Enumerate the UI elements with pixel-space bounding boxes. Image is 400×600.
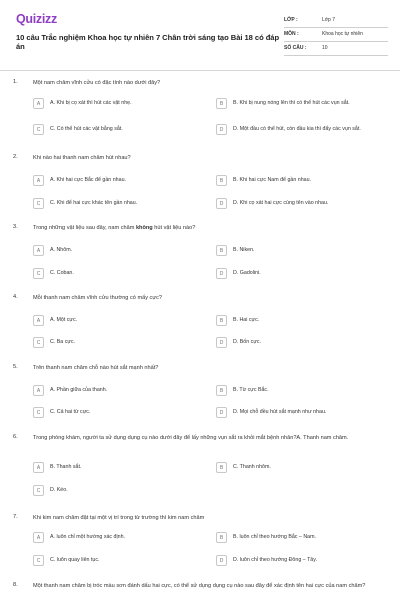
option-a[interactable] <box>33 314 203 328</box>
question-emphasis: không <box>135 225 153 231</box>
option-letter: A <box>33 315 44 326</box>
option-b[interactable] <box>216 244 386 258</box>
option-letter: D <box>216 337 227 348</box>
option-text: B. Hai cực. <box>233 317 260 323</box>
question-text: Khi kim nam châm đặt tại một vị trí trong từ trường thì kim nam châm <box>33 515 205 521</box>
option-letter: A <box>33 532 44 543</box>
option-text: B. Khi hai cực Nam để gần nhau. <box>233 177 312 183</box>
option-a[interactable] <box>33 461 203 475</box>
option-c[interactable] <box>33 406 203 420</box>
meta-row-class <box>284 14 388 28</box>
option-text: A. Phần giữa của thanh. <box>50 387 108 393</box>
question-text-before: Trong những vật liệu sau đây, nam châm <box>33 225 136 231</box>
option-b[interactable] <box>216 174 386 188</box>
meta-value: 10 <box>322 45 328 51</box>
option-letter: A <box>33 462 44 473</box>
option-letter: D <box>216 268 227 279</box>
option-letter: A <box>33 385 44 396</box>
question-text: Mỗi thanh nam châm vĩnh cửu thường có mấy cực? <box>33 295 163 301</box>
option-a[interactable] <box>33 531 203 545</box>
option-text: A. Nhôm. <box>50 247 73 253</box>
option-d[interactable] <box>216 197 386 211</box>
option-letter: A <box>33 98 44 109</box>
option-text: A. Một cực. <box>50 317 78 323</box>
header-divider <box>0 70 400 71</box>
option-text: B. Từ cực Bắc. <box>233 387 269 393</box>
option-d[interactable] <box>216 406 386 420</box>
option-letter: A <box>33 175 44 186</box>
meta-row-subject <box>284 28 388 42</box>
option-letter: B <box>216 385 227 396</box>
option-b[interactable] <box>216 384 386 398</box>
option-a[interactable] <box>33 97 203 111</box>
question-number: 3. <box>13 224 18 230</box>
option-letter: D <box>216 198 227 209</box>
option-letter: C <box>33 124 44 135</box>
option-letter: B <box>216 175 227 186</box>
option-text: C. Cả hai từ cực. <box>50 409 91 415</box>
option-letter: C <box>33 198 44 209</box>
option-a[interactable] <box>33 384 203 398</box>
option-text: C. Thanh nhôm. <box>233 464 271 470</box>
document-title: 10 câu Trắc nghiệm Khoa học tự nhiên 7 Chân trời sáng tạo Bài 18 có đáp án <box>16 33 280 52</box>
option-letter: D <box>216 407 227 418</box>
option-letter: C <box>33 268 44 279</box>
option-text: C. Ba cực. <box>50 339 76 345</box>
meta-row-count <box>284 42 388 56</box>
option-letter: B <box>216 98 227 109</box>
option-letter: B <box>216 245 227 256</box>
option-text: A. luôn chỉ một hướng xác định. <box>50 534 126 540</box>
option-d[interactable] <box>216 554 386 568</box>
option-text: D. Bốn cực. <box>233 339 261 345</box>
meta-value: Lớp 7 <box>322 17 336 23</box>
option-letter: C <box>33 485 44 496</box>
option-letter: B <box>216 532 227 543</box>
option-text: B. Khi bị nung nóng lên thì có thể hút các vụn sắt. <box>233 100 350 106</box>
question-text: Khi nào hai thanh nam châm hút nhau? <box>33 155 131 161</box>
option-b[interactable] <box>216 314 386 328</box>
option-b[interactable] <box>216 531 386 545</box>
option-c[interactable] <box>33 554 203 568</box>
option-letter: C <box>33 337 44 348</box>
question-text: Trên thanh nam châm chỗ nào hút sắt mạnh nhất? <box>33 365 159 371</box>
option-letter: B <box>216 315 227 326</box>
question-number: 5. <box>13 364 18 370</box>
question-number: 7. <box>13 514 18 520</box>
option-text: A. Khi bị cọ xát thì hút các vật nhẹ. <box>50 100 132 106</box>
question-text <box>33 224 388 233</box>
option-text: D. Khi cọ xát hai cực cùng tên vào nhau. <box>233 200 329 206</box>
option-text: C. Khi để hai cực khác tên gần nhau. <box>50 200 138 206</box>
question-number: 1. <box>13 79 18 85</box>
question-number: 2. <box>13 154 18 160</box>
svg-text:Quizizz: Quizizz <box>16 12 57 26</box>
meta-table <box>284 14 388 56</box>
option-text: C. Có thể hút các vật bằng sắt. <box>50 126 123 132</box>
option-text: D. Mọi chỗ đều hút sắt mạnh như nhau. <box>233 409 327 415</box>
option-a[interactable] <box>33 244 203 258</box>
option-letter: D <box>216 555 227 566</box>
option-text: D. Kéo. <box>50 487 68 493</box>
meta-label: LỚP : <box>284 17 298 23</box>
option-c[interactable] <box>33 267 203 281</box>
option-text: C. Coban. <box>50 270 74 276</box>
option-c[interactable] <box>33 336 203 350</box>
option-letter: B <box>216 462 227 473</box>
option-text: B. Niken. <box>233 247 255 253</box>
option-d[interactable] <box>216 336 386 350</box>
option-b[interactable] <box>216 97 386 111</box>
option-letter: A <box>33 245 44 256</box>
option-text: B. luôn chỉ theo hướng Bắc – Nam. <box>233 534 316 540</box>
option-a[interactable] <box>33 174 203 188</box>
option-letter: C <box>33 407 44 418</box>
meta-label: SỐ CÂU : <box>284 45 307 51</box>
option-c[interactable] <box>33 484 203 498</box>
question-text: Một thanh nam châm bị tróc màu sơn đánh dấu hai cực, có thể sử dụng dụng cụ nào sau đây để xác định tên hai cực của nam châm? <box>33 583 366 589</box>
question-number: 6. <box>13 434 18 440</box>
worksheet-header <box>0 0 400 66</box>
question-number: 8. <box>13 582 18 588</box>
question-text-after: hút vật liệu nào? <box>152 225 196 231</box>
option-c[interactable] <box>33 123 203 137</box>
option-text: D. Một đầu có thể hút, còn đầu kia thì đẩy các vụn sắt. <box>233 126 361 132</box>
option-c[interactable] <box>33 197 203 211</box>
meta-value: Khoa học tự nhiên <box>322 31 363 37</box>
meta-label: MÔN : <box>284 31 299 37</box>
option-d[interactable] <box>216 267 386 281</box>
question-text: Một nam châm vĩnh cửu có đặc tính nào dưới đây? <box>33 80 161 86</box>
question-text: Trong phòng khám, người ta sử dụng dụng cụ nào dưới đây để lấy những vụn sắt ra khỏi mắt bệnh nhân?A. Thanh nam châm. <box>33 435 349 441</box>
quizizz-logo[interactable] <box>16 12 76 26</box>
option-text: D. Gadolini. <box>233 270 261 276</box>
option-text: C. luôn quay liên tục. <box>50 557 100 563</box>
option-letter: C <box>33 555 44 566</box>
option-text: D. luôn chỉ theo hướng Đông – Tây. <box>233 557 317 563</box>
option-letter: D <box>216 124 227 135</box>
option-b[interactable] <box>216 461 386 475</box>
option-d[interactable] <box>216 123 386 137</box>
option-text: A. Khi hai cực Bắc để gần nhau. <box>50 177 126 183</box>
question-number: 4. <box>13 294 18 300</box>
option-text: B. Thanh sắt. <box>50 464 82 470</box>
